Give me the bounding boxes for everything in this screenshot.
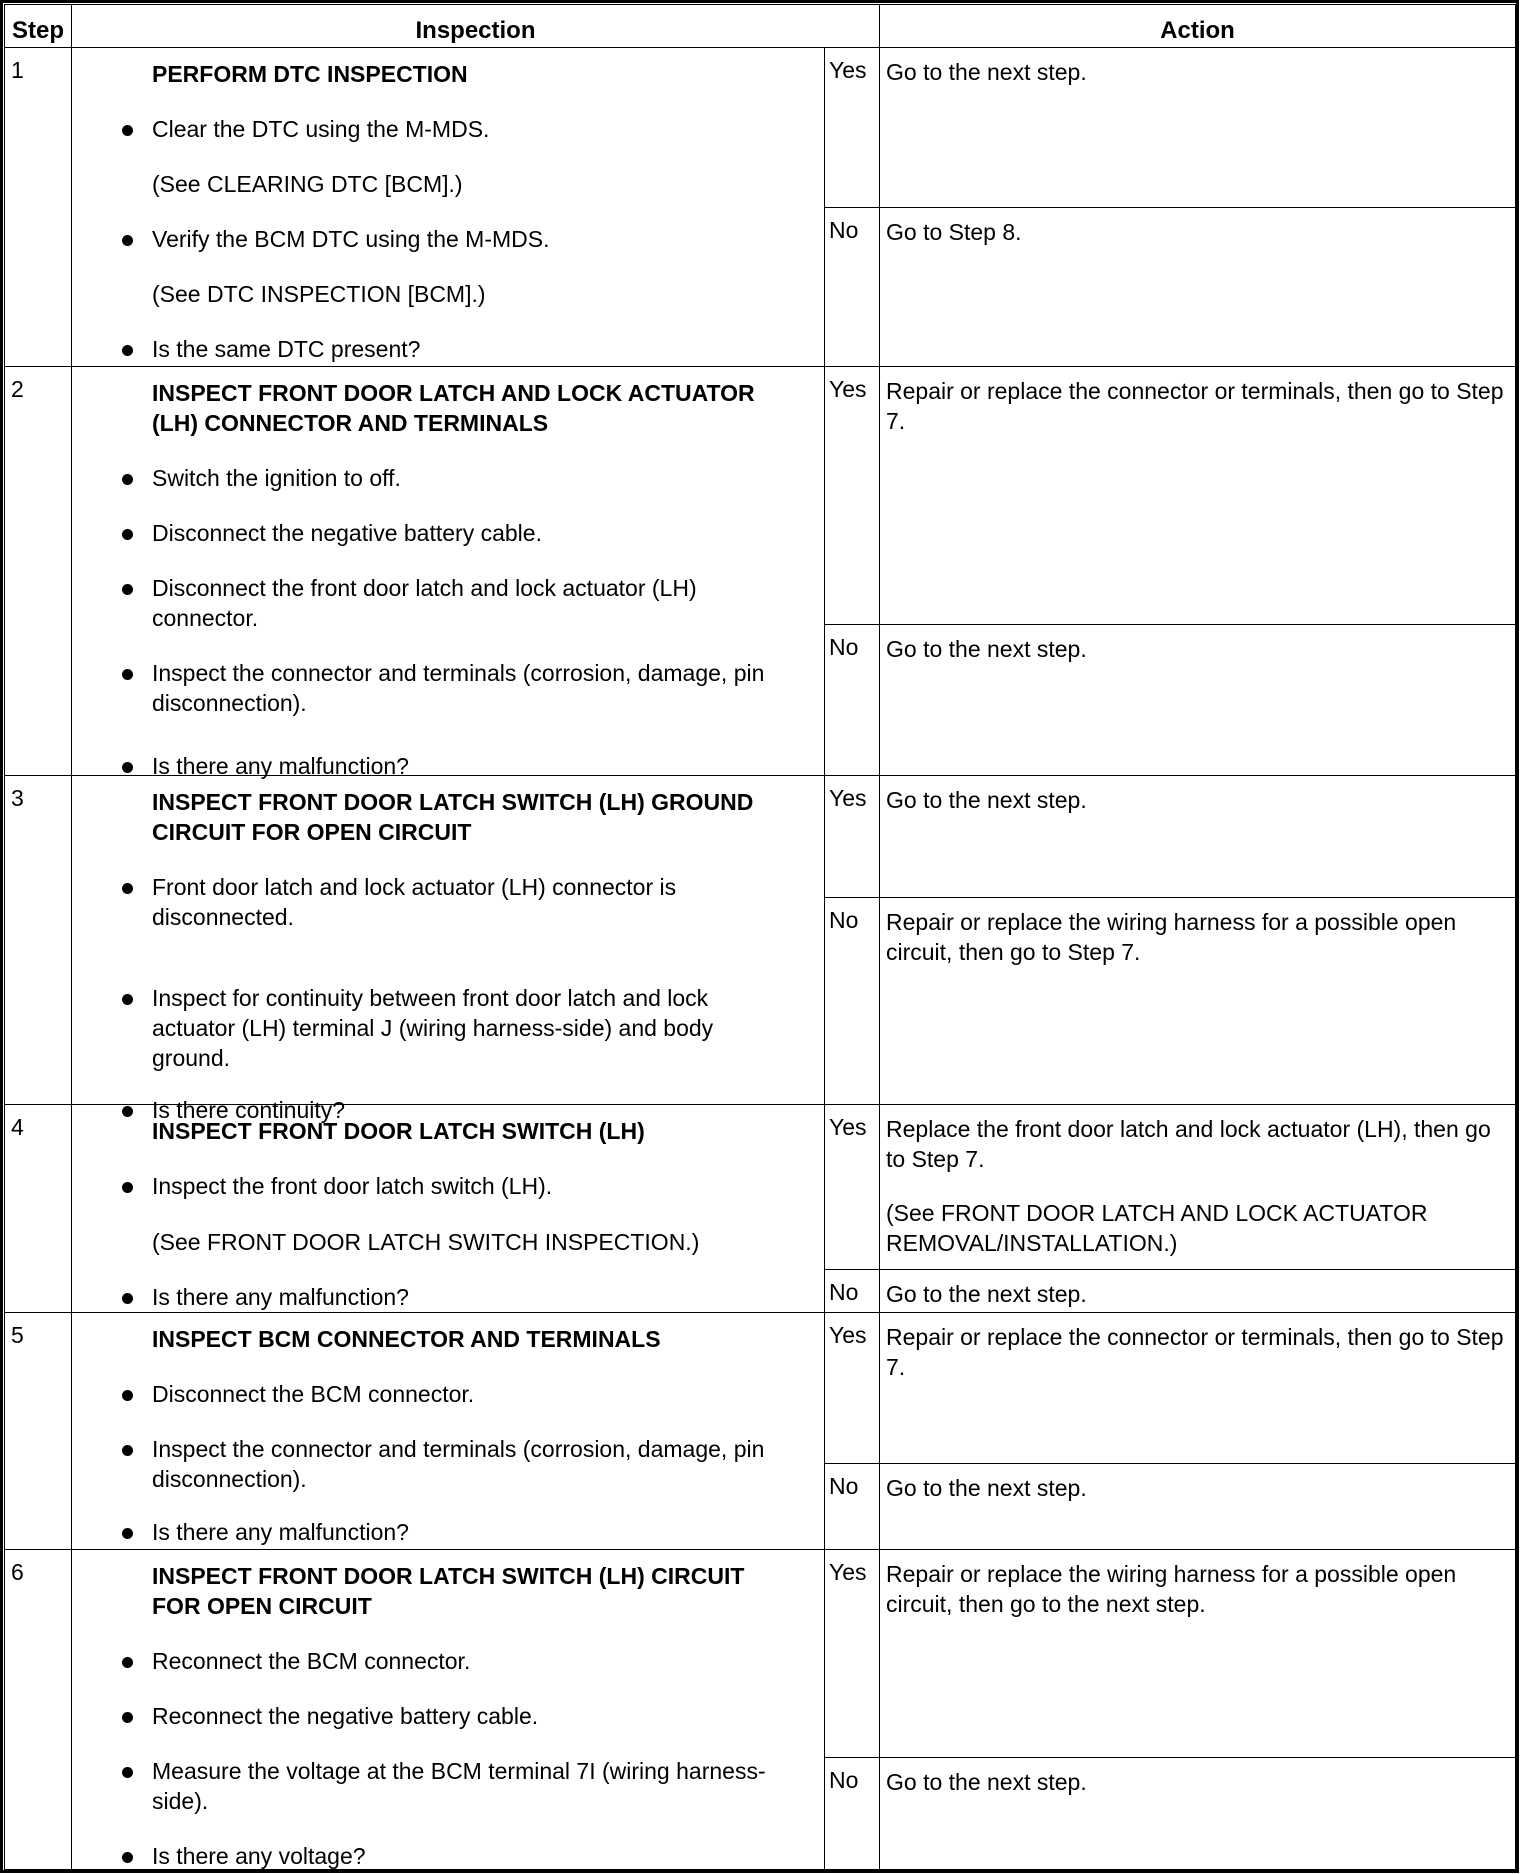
yes-label: Yes <box>824 1104 880 1270</box>
no-label: No <box>824 1269 880 1313</box>
no-label: No <box>824 1757 880 1870</box>
yes-action <box>879 775 1516 898</box>
inspection-cell <box>71 1312 825 1550</box>
action-text: Replace the front door latch and lock actuator (LH), then go to Step 7. <box>886 1116 1491 1172</box>
inspection-text: INSPECT FRONT DOOR LATCH SWITCH (LH) GROUND CIRCUIT FOR OPEN CIRCUIT <box>152 789 754 845</box>
yes-action <box>879 1104 1516 1270</box>
yes-action <box>879 47 1516 208</box>
inspection-cell <box>71 1549 825 1870</box>
action-text: Repair or replace the wiring harness for a possible open circuit, then go to Step 7. <box>886 909 1457 965</box>
inspection-text: Is the same DTC present? <box>152 336 421 362</box>
no-label: No <box>824 207 880 367</box>
action-text: Go to Step 8. <box>886 219 1022 245</box>
bullet-icon <box>122 1528 133 1539</box>
yes-label: Yes <box>824 1549 880 1758</box>
yes-action <box>879 366 1516 625</box>
inspection-cell <box>71 47 825 367</box>
action-text: Repair or replace the connector or terminals, then go to Step 7. <box>886 378 1504 434</box>
yes-action <box>879 1312 1516 1464</box>
inspection-text: Measure the voltage at the BCM terminal 7I (wiring harness-side). <box>152 1758 766 1814</box>
bullet-icon <box>122 235 133 246</box>
no-label: No <box>824 1463 880 1550</box>
header-inspection: Inspection <box>71 4 880 48</box>
bullet-icon <box>122 1767 133 1778</box>
bullet-icon <box>122 1852 133 1863</box>
inspection-text: (See DTC INSPECTION [BCM].) <box>152 281 486 307</box>
inspection-text: Is there any malfunction? <box>152 1284 409 1310</box>
action-text: Go to the next step. <box>886 1281 1087 1307</box>
yes-label: Yes <box>824 47 880 208</box>
inspection-text: Is there any malfunction? <box>152 753 409 779</box>
yes-action <box>879 1549 1516 1758</box>
action-text: Go to the next step. <box>886 787 1087 813</box>
inspection-cell <box>71 1104 825 1313</box>
inspection-text: PERFORM DTC INSPECTION <box>152 61 468 87</box>
bullet-icon <box>122 474 133 485</box>
bullet-icon <box>122 529 133 540</box>
bullet-icon <box>122 584 133 595</box>
inspection-text: Disconnect the front door latch and lock actuator (LH) connector. <box>152 575 697 631</box>
inspection-cell <box>71 366 825 779</box>
inspection-text: Is there any voltage? <box>152 1843 366 1869</box>
inspection-text: Inspect the front door latch switch (LH). <box>152 1173 553 1199</box>
bullet-icon <box>122 1657 133 1668</box>
inspection-text: Is there continuity? <box>152 1097 346 1123</box>
bullet-icon <box>122 883 133 894</box>
inspection-text: Is there any malfunction? <box>152 1519 409 1545</box>
step-number: 4 <box>4 1104 72 1313</box>
inspection-text: Clear the DTC using the M-MDS. <box>152 116 490 142</box>
action-text: Go to the next step. <box>886 1769 1087 1795</box>
header-action: Action <box>879 4 1516 48</box>
inspection-text: Inspect for continuity between front door latch and lock actuator (LH) terminal J (wiring harness-side) and body ground. <box>152 985 714 1071</box>
no-action <box>879 624 1516 776</box>
bullet-icon <box>122 1390 133 1401</box>
step-number: 6 <box>4 1549 72 1870</box>
bullet-icon <box>122 1712 133 1723</box>
action-text: Go to the next step. <box>886 59 1087 85</box>
step-number: 1 <box>4 47 72 367</box>
yes-label: Yes <box>824 366 880 625</box>
inspection-text: Disconnect the BCM connector. <box>152 1381 475 1407</box>
bullet-icon <box>122 1293 133 1304</box>
inspection-text: Inspect the connector and terminals (corrosion, damage, pin disconnection). <box>152 660 765 716</box>
inspection-text: Inspect the connector and terminals (corrosion, damage, pin disconnection). <box>152 1436 765 1492</box>
bullet-icon <box>122 125 133 136</box>
step-number: 3 <box>4 775 72 1105</box>
action-text: Go to the next step. <box>886 1475 1087 1501</box>
bullet-icon <box>122 1445 133 1456</box>
action-text: Go to the next step. <box>886 636 1087 662</box>
bullet-icon <box>122 669 133 680</box>
action-text: Repair or replace the connector or terminals, then go to Step 7. <box>886 1324 1504 1380</box>
bullet-icon <box>122 1182 133 1193</box>
inspection-text: Verify the BCM DTC using the M-MDS. <box>152 226 550 252</box>
yes-label: Yes <box>824 1312 880 1464</box>
no-label: No <box>824 897 880 1105</box>
inspection-text: INSPECT FRONT DOOR LATCH SWITCH (LH) CIRCUIT FOR OPEN CIRCUIT <box>152 1563 745 1619</box>
inspection-text: Disconnect the negative battery cable. <box>152 520 542 546</box>
inspection-text: (See FRONT DOOR LATCH SWITCH INSPECTION.) <box>152 1229 700 1255</box>
no-label: No <box>824 624 880 776</box>
bullet-icon <box>122 762 133 773</box>
inspection-cell <box>71 775 825 1123</box>
inspection-text: INSPECT BCM CONNECTOR AND TERMINALS <box>152 1326 661 1352</box>
step-number: 2 <box>4 366 72 776</box>
action-text: Repair or replace the wiring harness for a possible open circuit, then go to the next step. <box>886 1561 1457 1617</box>
inspection-text: Front door latch and lock actuator (LH) connector is disconnected. <box>152 874 677 930</box>
no-action <box>879 1757 1516 1870</box>
inspection-text: Reconnect the negative battery cable. <box>152 1703 539 1729</box>
inspection-text: (See CLEARING DTC [BCM].) <box>152 171 463 197</box>
inspection-text: INSPECT FRONT DOOR LATCH AND LOCK ACTUATOR (LH) CONNECTOR AND TERMINALS <box>152 380 755 436</box>
header-step: Step <box>4 4 72 48</box>
bullet-icon <box>122 994 133 1005</box>
step-number: 5 <box>4 1312 72 1550</box>
no-action <box>879 1269 1516 1313</box>
bullet-icon <box>122 345 133 356</box>
yes-label: Yes <box>824 775 880 898</box>
no-action <box>879 1463 1516 1550</box>
inspection-text: Reconnect the BCM connector. <box>152 1648 471 1674</box>
inspection-text: Switch the ignition to off. <box>152 465 401 491</box>
inspection-text: INSPECT FRONT DOOR LATCH SWITCH (LH) <box>152 1118 645 1144</box>
no-action <box>879 207 1516 367</box>
no-action <box>879 897 1516 1105</box>
action-text: (See FRONT DOOR LATCH AND LOCK ACTUATOR REMOVAL/INSTALLATION.) <box>886 1200 1428 1256</box>
